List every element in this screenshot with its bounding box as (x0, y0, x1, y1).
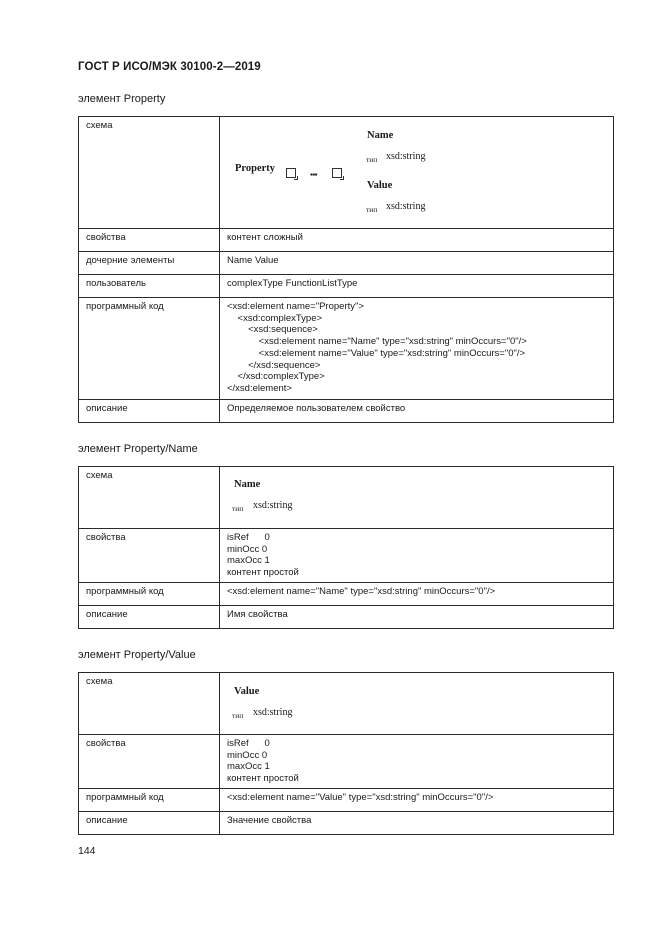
section-title-property: элемент Property (78, 93, 166, 105)
row-key: схема (79, 467, 220, 529)
diagram-canvas (227, 676, 607, 730)
row-key: дочерние элементы (79, 252, 220, 275)
element-box-icon (286, 168, 296, 178)
type-label: тип (366, 155, 378, 164)
element-box-icon (332, 168, 342, 178)
section-title-property-value: элемент Property/Value (78, 649, 196, 661)
row-key: свойства (79, 529, 220, 583)
type-value: xsd:string (253, 500, 293, 511)
row-key: описание (79, 400, 220, 423)
diagram-root-element: Property (235, 163, 276, 174)
row-key: схема (79, 673, 220, 735)
row-value: Значение свойства (220, 812, 614, 835)
row-key: описание (79, 606, 220, 629)
row-value: Определяемое пользователем свойство (220, 400, 614, 423)
diagram-child-name: Name (367, 130, 394, 141)
properties-block: isRef 0 minOcc 0 maxOcc 1 контент простой (227, 738, 299, 784)
page-number: 144 (78, 845, 96, 857)
row-key: описание (79, 812, 220, 835)
row-value: complexType FunctionListType (220, 275, 614, 298)
row-key: пользователь (79, 275, 220, 298)
row-value: <xsd:element name="Value" type="xsd:string" minOccurs="0"/> (220, 789, 614, 812)
element-table-property-name (78, 466, 614, 629)
row-value: <xsd:element name="Name" type="xsd:string" minOccurs="0"/> (220, 583, 614, 606)
schema-diagram (220, 117, 614, 229)
element-table-property-value (78, 672, 614, 835)
type-label: тип (232, 504, 244, 513)
diagram-canvas (227, 470, 607, 524)
type-value: xsd:string (386, 201, 426, 212)
row-value: Name Value (220, 252, 614, 275)
row-key: программный код (79, 298, 220, 400)
section-title-property-name: элемент Property/Name (78, 443, 198, 455)
type-label: тип (366, 205, 378, 214)
type-label: тип (232, 711, 244, 720)
type-value: xsd:string (386, 151, 426, 162)
diagram-child-value: Value (367, 180, 393, 191)
row-value: Имя свойства (220, 606, 614, 629)
element-table-property (78, 116, 614, 423)
type-value: xsd:string (253, 707, 293, 718)
schema-diagram (220, 467, 614, 529)
diagram-element-name: Value (234, 686, 260, 697)
row-key: схема (79, 117, 220, 229)
diagram-canvas (227, 120, 607, 224)
schema-diagram (220, 673, 614, 735)
row-value: контент сложный (220, 229, 614, 252)
properties-block: isRef 0 minOcc 0 maxOcc 1 контент простой (227, 532, 299, 578)
row-key: программный код (79, 583, 220, 606)
diagram-element-name: Name (234, 479, 261, 490)
document-header: ГОСТ Р ИСО/МЭК 30100-2—2019 (78, 61, 261, 73)
row-key: программный код (79, 789, 220, 812)
row-key: свойства (79, 735, 220, 789)
row-key: свойства (79, 229, 220, 252)
code-block: <xsd:element name="Property"> <xsd:complexType> <xsd:sequence> <xsd:element name="Name" type="xsd:string" minOccurs="0"/> <xsd:element name="Value" type="xsd:string" minOccurs="0"/> </xsd:sequence> </xsd:complexType> </xsd:element> (227, 301, 527, 394)
sequence-icon: ▪▪▪ (310, 170, 318, 179)
